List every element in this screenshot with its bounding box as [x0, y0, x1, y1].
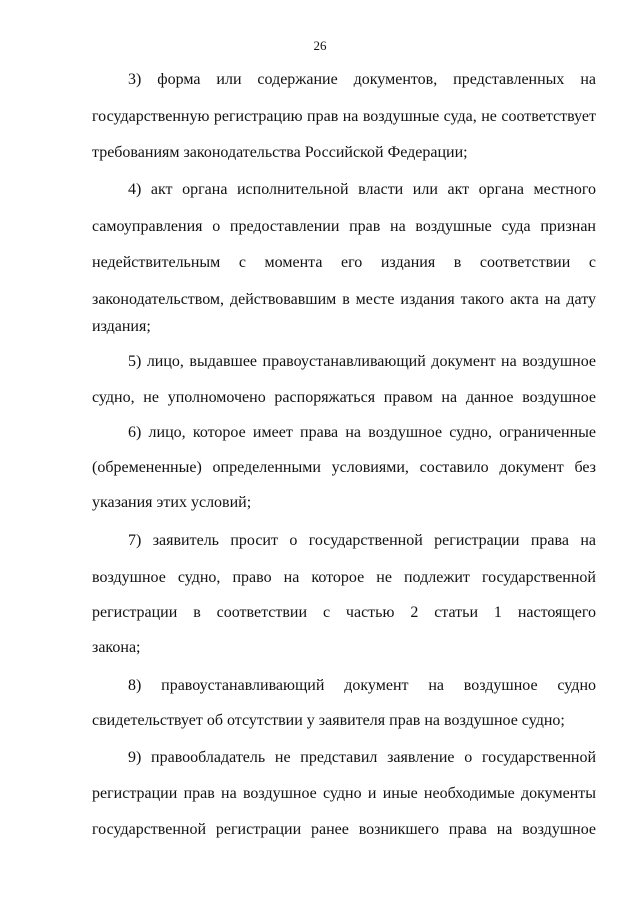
text-line: 7) заявитель просит о государственной регистрации права на	[128, 532, 596, 549]
text-line: 3) форма или содержание документов, представленных на	[128, 71, 596, 88]
text-line: государственную регистрацию прав на воздушные суда, не соответствует	[92, 108, 596, 125]
text-line: судно, не уполномочено распоряжаться правом на данное воздушное	[92, 389, 596, 406]
page-number: 26	[313, 38, 327, 53]
text-line: закона;	[92, 639, 141, 656]
text-line: регистрации в соответствии с частью 2 статьи 1 настоящего	[92, 604, 596, 621]
text-line: указания этих условий;	[92, 494, 252, 511]
text-line: издания;	[92, 318, 151, 335]
text-line: свидетельствует об отсутствии у заявителя прав на воздушное судно;	[92, 712, 565, 729]
text-line: самоуправления о предоставлении прав на воздушные суда признан	[92, 218, 596, 235]
text-line: государственной регистрации ранее возникшего права на воздушное	[92, 821, 596, 838]
text-line: 8) правоустанавливающий документ на воздушное судно	[128, 677, 596, 694]
text-line: (обремененные) определенными условиями, составило документ без	[92, 459, 596, 476]
text-line: воздушное судно, право на которое не подлежит государственной	[92, 569, 596, 586]
text-line: 9) правообладатель не представил заявление о государственной	[128, 749, 596, 766]
text-line: законодательством, действовавшим в месте издания такого акта на дату	[92, 291, 596, 308]
text-line: недействительным с момента его издания в соответствии с	[92, 254, 596, 271]
text-line: 5) лицо, выдавшее правоустанавливающий документ на воздушное	[128, 353, 596, 370]
text-line: 6) лицо, которое имеет права на воздушное судно, ограниченные	[128, 424, 596, 441]
text-line: регистрации прав на воздушное судно и иные необходимые документы	[92, 785, 596, 802]
text-line: требованиям законодательства Российской Федерации;	[92, 144, 468, 161]
text-line: 4) акт органа исполнительной власти или акт органа местного	[128, 181, 596, 198]
